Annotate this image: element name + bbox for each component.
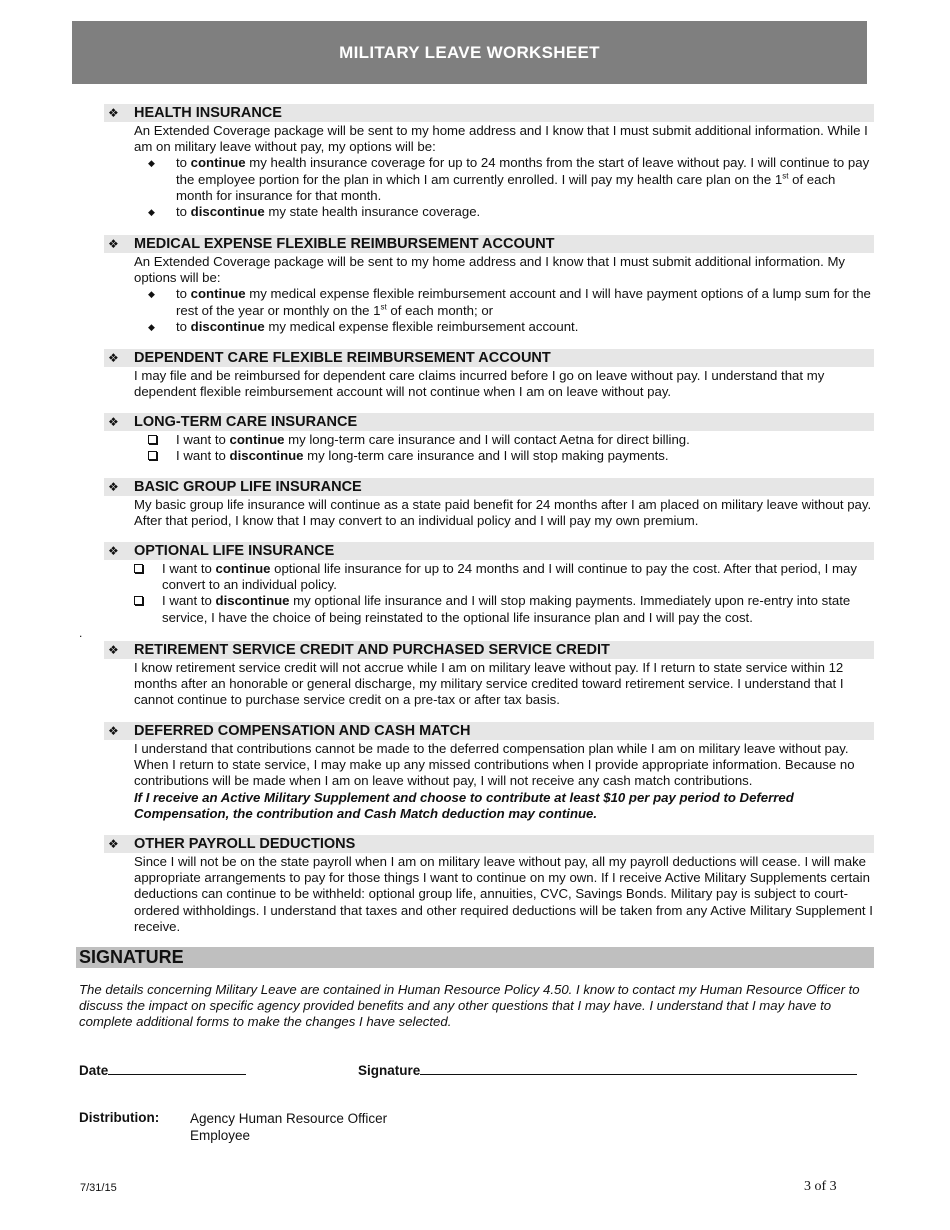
page-title: MILITARY LEAVE WORKSHEET [72, 21, 867, 84]
diamond-bullet-icon: ❖ [108, 415, 119, 429]
section-optional-life [104, 542, 874, 626]
footer-date: 7/31/15 [80, 1182, 117, 1194]
list-item: ◆ to discontinue my state health insurance coverage. [148, 204, 481, 220]
diamond-bullet-icon: ❖ [108, 724, 119, 738]
signature-field[interactable] [358, 1062, 857, 1078]
distribution-list [190, 1110, 387, 1144]
signature-label: Signature [358, 1063, 421, 1078]
section-heading: HEALTH INSURANCE [134, 105, 282, 121]
section-deferred-compensation [104, 722, 874, 822]
checkbox-icon[interactable] [134, 564, 143, 573]
bullet-icon: ◆ [148, 289, 155, 300]
diamond-bullet-icon: ❖ [108, 106, 119, 120]
bullet-icon: ◆ [148, 321, 155, 332]
section-dependent-care-account [104, 349, 874, 400]
signature-statement: The details concerning Military Leave are contained in Human Resource Policy 4.50. I know to contact my Human Resource Officer to discuss the impact on specific agency provided benefits and any other questions that I may have. I understand that I may have to complete additional forms to make the changes I have selected. [79, 982, 860, 1030]
bullet-icon: ◆ [148, 158, 155, 169]
date-blank[interactable] [108, 1062, 246, 1075]
section-text: My basic group life insurance will continue as a state paid benefit for 24 months after I am placed on military leave without pay. After that period, I know that I may convert to an individual policy and I will pay my own premium. [134, 497, 872, 529]
distribution-item: Agency Human Resource Officer [190, 1111, 388, 1126]
date-field[interactable] [79, 1062, 246, 1078]
bullet-icon: ◆ [148, 207, 155, 218]
list-item[interactable]: I want to continue my long-term care insurance and I will contact Aetna for direct billing. [134, 432, 874, 448]
section-heading: LONG-TERM CARE INSURANCE [134, 414, 358, 430]
distribution-item: Employee [190, 1128, 251, 1143]
list-item: ◆ to continue my health insurance coverage for up to 24 months from the start of leave without pay. I will continue to pay the employee portion for the plan in which I am currently enrolled. I will pay my health care plan on the 1st of each month for insurance for that month. [148, 155, 870, 203]
section-heading: OTHER PAYROLL DEDUCTIONS [134, 836, 356, 852]
diamond-bullet-icon: ❖ [108, 480, 119, 494]
section-text: An Extended Coverage package will be sent to my home address and I know that I must submit additional information. My options will be: [134, 254, 846, 286]
list-item: ◆ to continue my medical expense flexible reimbursement account and I will have payment options of a lump sum for the rest of the year or monthly on the 1st of each month; or [148, 286, 871, 318]
section-text: I know retirement service credit will not accrue while I am on military leave without pay. If I return to state service within 12 months after an honorable or general discharge, my military service credited toward retirement service. I understand that I cannot continue to purchase service credit on a pre-tax or after tax basis. [134, 660, 844, 708]
section-text: I understand that contributions cannot be made to the deferred compensation plan while I am on military leave without pay. When I return to state service, I may make up any missed contributions when I provide appropriate information. Because no contributions will be made when I am on leave without pay, I will not receive any cash match contributions. [134, 741, 855, 789]
section-text: An Extended Coverage package will be sent to my home address and I know that I must submit additional information. While I am on military leave without pay, my options will be: [134, 123, 868, 155]
section-retirement-credit [104, 641, 874, 709]
section-medical-expense-account [104, 235, 874, 335]
date-label: Date [79, 1063, 109, 1078]
list-item[interactable]: I want to discontinue my long-term care insurance and I will stop making payments. [134, 448, 874, 464]
diamond-bullet-icon: ❖ [108, 643, 119, 657]
diamond-bullet-icon: ❖ [108, 237, 119, 251]
page-number: 3 of 3 [804, 1179, 837, 1194]
signature-blank[interactable] [420, 1062, 857, 1075]
section-heading: RETIREMENT SERVICE CREDIT AND PURCHASED SERVICE CREDIT [134, 642, 610, 658]
checkbox-icon[interactable] [134, 596, 143, 605]
stray-mark: . [79, 626, 83, 640]
section-heading: OPTIONAL LIFE INSURANCE [134, 543, 335, 559]
distribution-label: Distribution: [79, 1110, 160, 1125]
section-text: Since I will not be on the state payroll when I am on military leave without pay, all my payroll deductions will cease. I will make appropriate arrangements to pay for those things I want to continue on my own. If I receive Active Military Supplements certain deductions can continue to be withheld: optional group life, annuities, CVC, Savings Bonds. Military pay is subject to court-ordered withholdings. I understand that taxes and other required deductions will be taken from any Active Military Supplement I receive. [134, 854, 873, 934]
signature-heading: SIGNATURE [76, 947, 874, 968]
list-item: ◆ to discontinue my medical expense flexible reimbursement account. [148, 318, 579, 334]
diamond-bullet-icon: ❖ [108, 837, 119, 851]
list-item[interactable]: I want to discontinue my optional life insurance and I will stop making payments. Immediately upon re-entry into state service, I have the choice of being reinstated to the optional life insurance plan and I will pay the cost. [134, 593, 874, 625]
checkbox-icon[interactable] [148, 451, 157, 460]
section-basic-group-life [104, 478, 874, 529]
emphasis-text: If I receive an Active Military Supplement and choose to contribute at least $10 per pay period to Deferred Compensation, the contribution and Cash Match deduction may continue. [134, 789, 794, 821]
section-text: I may file and be reimbursed for dependent care claims incurred before I go on leave without pay. I understand that my dependent flexible reimbursement account will not continue when I am on leave without pay. [134, 368, 825, 400]
section-heading: DEFERRED COMPENSATION AND CASH MATCH [134, 723, 471, 739]
section-health-insurance [104, 104, 874, 220]
section-heading: DEPENDENT CARE FLEXIBLE REIMBURSEMENT ACCOUNT [134, 350, 551, 366]
list-item[interactable]: I want to continue optional life insurance for up to 24 months and I will continue to pay the cost. After that period, I may convert to an individual policy. [134, 561, 874, 593]
section-other-payroll-deductions [104, 835, 874, 935]
section-long-term-care [104, 413, 874, 464]
diamond-bullet-icon: ❖ [108, 544, 119, 558]
section-heading: MEDICAL EXPENSE FLEXIBLE REIMBURSEMENT ACCOUNT [134, 236, 555, 252]
diamond-bullet-icon: ❖ [108, 351, 119, 365]
checkbox-icon[interactable] [148, 435, 157, 444]
section-heading: BASIC GROUP LIFE INSURANCE [134, 479, 362, 495]
